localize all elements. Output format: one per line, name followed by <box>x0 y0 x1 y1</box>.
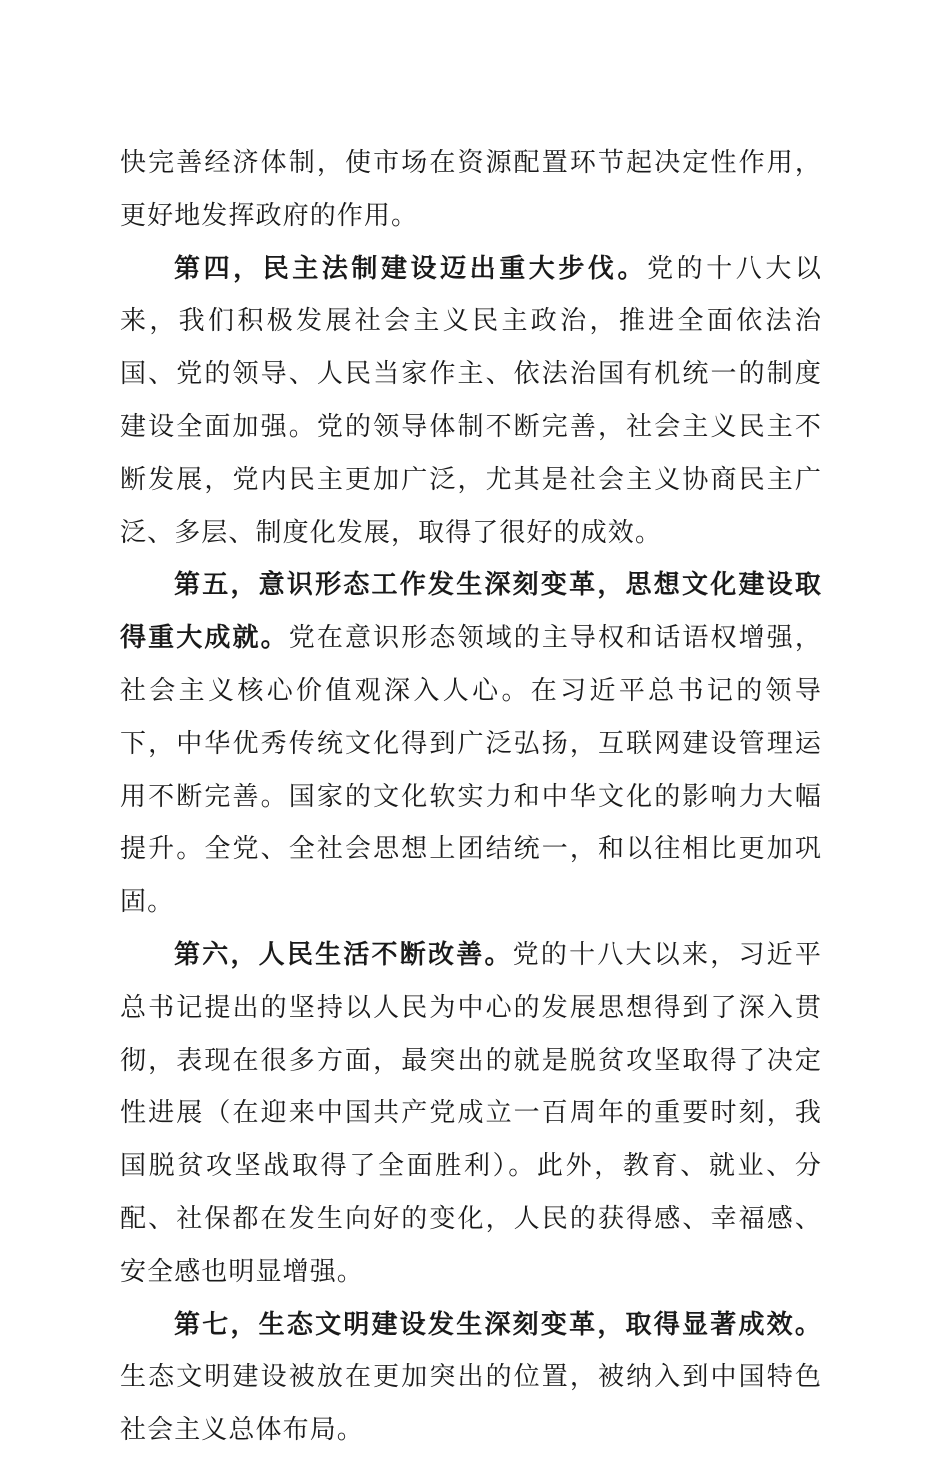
paragraph-text: 党的十八大以来，我们积极发展社会主义民主政治，推进全面依法治国、党的领导、人民当家作主、依法治国有机统一的制度建设全面加强。党的领导体制不断完善，社会主义民主不断发展，党内民主更加广泛，尤其是社会主义协商民主广泛、多层、制度化发展，取得了很好的成效。 <box>120 253 822 548</box>
paragraph-lead: 第六，人民生活不断改善。 <box>174 939 513 970</box>
paragraph-lead: 第五，意识形态工作发生深刻变革，思想文化建设取得重大成就。 <box>120 570 822 654</box>
paragraph-continuation <box>120 137 822 243</box>
paragraph-sixth <box>120 929 822 1299</box>
paragraph-lead: 第七，生态文明建设发生深刻变革，取得显著成效。 <box>174 1309 822 1340</box>
paragraph-text: 快完善经济体制，使市场在资源配置环节起决定性作用，更好地发挥政府的作用。 <box>120 148 822 231</box>
paragraph-fourth <box>120 243 822 560</box>
paragraph-text: 生态文明建设被放在更加突出的位置，被纳入到中国特色社会主义总体布局。 <box>120 1362 822 1446</box>
paragraph-text: 党的十八大以来，习近平总书记提出的坚持以人民为中心的发展思想得到了深入贯彻，表现在很多方面，最突出的就是脱贫攻坚取得了决定性进展（在迎来中国共产党成立一百周年的重要时刻，我国脱贫攻坚战取得了全面胜利）。此外，教育、就业、分配、社保都在发生向好的变化，人民的获得感、幸福感、安全感也明显增强。 <box>120 939 822 1287</box>
document-body <box>120 137 822 1457</box>
paragraph-lead: 第四，民主法制建设迈出重大步伐。 <box>174 253 648 284</box>
paragraph-text: 党在意识形态领域的主导权和话语权增强，社会主义核心价值观深入人心。在习近平总书记的领导下，中华优秀传统文化得到广泛弘扬，互联网建设管理运用不断完善。国家的文化软实力和中华文化的影响力大幅提升。全党、全社会思想上团结统一，和以往相比更加巩固。 <box>120 623 822 918</box>
paragraph-fifth <box>120 559 822 929</box>
paragraph-seventh <box>120 1299 822 1457</box>
